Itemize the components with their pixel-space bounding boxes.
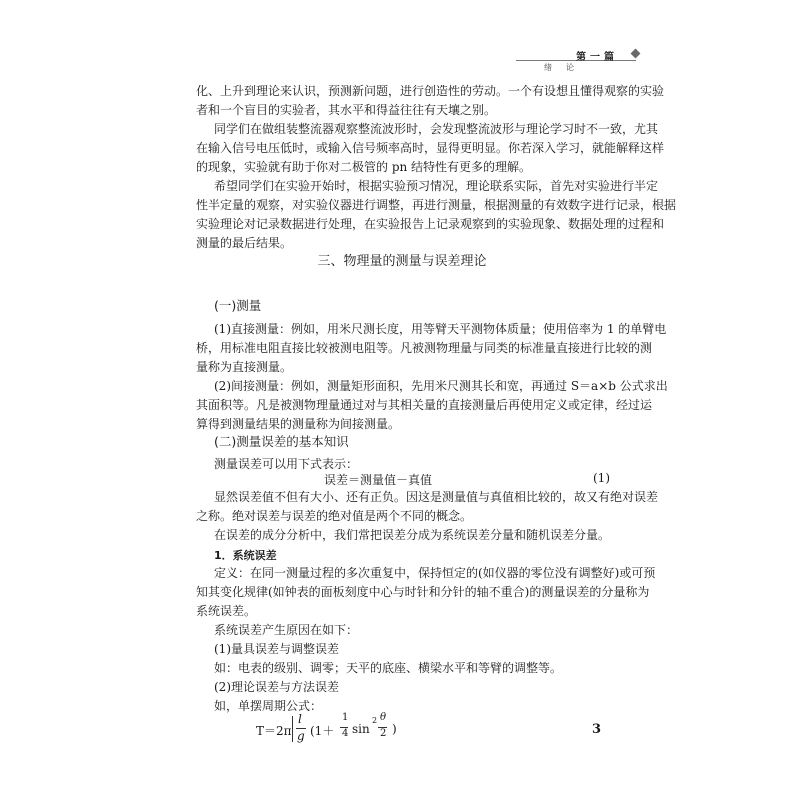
text-line: 如：电表的级别、调零；天平的底座、横梁水平和等臂的调整等。	[214, 661, 563, 675]
text-line: 测量误差可以用下式表示：	[214, 457, 359, 471]
sqrt-numerator: l	[298, 712, 302, 726]
text-line: 性半定量的观察，对实验仪器进行调整，再进行测量，根据测量的有效数字进行记录，根据	[196, 198, 677, 212]
sqrt-denominator: g	[297, 729, 305, 743]
equation-body: 误差＝测量值－真值	[324, 473, 433, 487]
equation-number: (1)	[593, 471, 610, 485]
text-line: 的现象，实验就有助于你对二极管的 pn 结特性有更多的理解。	[196, 160, 532, 174]
fraction-denominator: 4	[342, 728, 349, 739]
text-line: 其面积等。凡是被测物理量通过对与其相关量的直接测量后再使用定义或定律，经过运	[196, 398, 653, 412]
angle-numerator: θ	[380, 712, 387, 723]
formula-lhs: T＝2π	[256, 724, 292, 738]
text-line: (2)理论误差与方法误差	[214, 680, 339, 694]
diamond-icon	[631, 49, 641, 59]
formula-close: )	[392, 722, 397, 736]
text-line: 化、上升到理论来认识，预测新问题，进行创造性的劳动。一个有设想且懂得观察的实验	[196, 84, 665, 98]
section-title: 三、物理量的测量与误差理论	[317, 254, 487, 269]
formula-open: (1＋	[310, 724, 335, 738]
fraction-numerator: 1	[342, 712, 349, 723]
text-line: 测量的最后结果。	[196, 236, 293, 250]
text-line: 量称为直接测量。	[196, 360, 293, 374]
text-line: 系统误差产生原因在如下：	[214, 623, 359, 637]
text-line: 同学们在做组装整流器观察整流波形时，会发现整流波形与理论学习时不一致，尤其	[214, 122, 659, 136]
text-line: 算得到测量结果的测量称为间接测量。	[196, 417, 401, 431]
sin-label: sin	[352, 722, 370, 736]
text-line: 在输入信号电压低时，或输入信号频率高时，显得更明显。你若深入学习，就能解释这样	[196, 141, 665, 155]
running-head	[516, 46, 642, 72]
text-line: 知其变化规律(如钟表的面板刻度中心与时针和分针的轴不重合)的测量误差的分量称为	[196, 585, 650, 599]
text-line: 显然误差值不但有大小、还有正负。因这是测量值与真值相比较的，故又有绝对误差	[214, 490, 659, 504]
text-line: (2)间接测量：例如，测量矩形面积，先用米尺测其长和宽，再通过 S＝a×b 公式求出	[214, 379, 668, 393]
numbered-heading: 1．系统误差	[214, 549, 277, 562]
text-line: 如，单摆周期公式：	[214, 699, 323, 713]
text-line: 系统误差。	[196, 604, 257, 618]
angle-denominator: 2	[380, 728, 387, 739]
text-line: 在误差的成分分析中，我们常把误差分成为系统误差分量和随机误差分量。	[214, 528, 611, 542]
page-number: 3	[592, 722, 602, 737]
text-line: (1)直接测量：例如，用米尺测长度，用等臂天平测物体质量；使用倍率为 1 的单臂电	[214, 322, 667, 336]
text-line: (1)量具误差与调整误差	[214, 642, 339, 656]
text-line: 定义：在同一测量过程的多次重复中，保持恒定的(如仪器的零位没有调整好)或可预	[214, 566, 656, 580]
pendulum-formula	[256, 712, 397, 746]
text-line: 希望同学们在实验开始时，根据实验预习情况，理论联系实际，首先对实验进行半定	[214, 179, 659, 193]
sin-exponent: 2	[372, 716, 378, 725]
text-line: 者和一个盲目的实验者，其水平和得益往往有天壤之别。	[196, 103, 497, 117]
chapter-label: 绪论	[544, 63, 588, 72]
part-label: 第一篇	[576, 52, 618, 63]
text-line: 实验理论对记录数据进行处理，在实验报告上记录观察到的实验现象、数据处理的过程和	[196, 217, 665, 231]
text-line: 桥，用标准电阻直接比较被测电阻等。凡被测物理量与同类的标准量直接进行比较的测	[196, 341, 653, 355]
text-line: 之称。绝对误差与误差的绝对值是两个不同的概念。	[196, 509, 473, 523]
sqrt-sign	[292, 716, 293, 742]
subsection-title: (一)测量	[214, 298, 262, 313]
subsection-title: (二)测量误差的基本知识	[214, 434, 349, 449]
